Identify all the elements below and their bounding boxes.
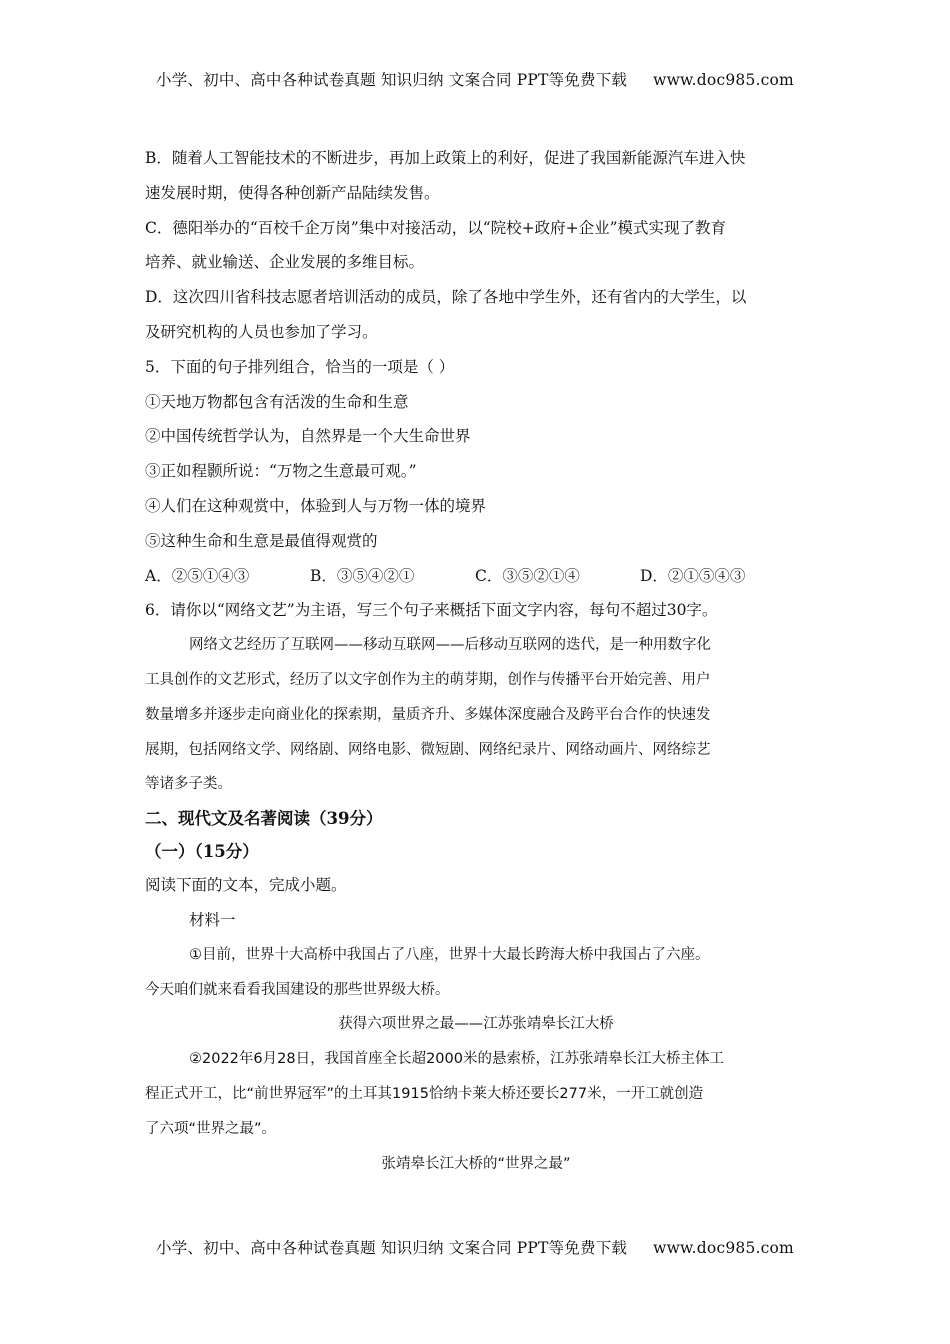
q6-passage-line: 等诸多子类。 xyxy=(145,776,232,793)
page-footer xyxy=(0,1236,950,1258)
q6-stem: 6．请你以“网络文艺”为主语，写三个句子来概括下面文字内容，每句不超过30字。 xyxy=(145,601,718,620)
q6-passage-line: 工具创作的文艺形式，经历了以文字创作为主的萌芽期，创作与传播平台开始完善、用户 xyxy=(145,671,711,688)
q5-option-c: C．③⑤②①④ xyxy=(475,566,580,585)
article-subtitle: 获得六项世界之最——江苏张靖皋长江大桥 xyxy=(338,1016,614,1033)
page-header xyxy=(0,68,950,90)
header-url[interactable]: www.doc985.com xyxy=(653,71,794,89)
q4-option-d-line1: D．这次四川省科技志愿者培训活动的成员，除了各地中学生外，还有省内的大学生，以 xyxy=(145,288,747,307)
q4-option-b-line2: 速发展时期，使得各种创新产品陆续发售。 xyxy=(145,183,440,202)
q5-option-a: A．②⑤①④③ xyxy=(145,566,250,585)
q5-sentence: ①天地万物都包含有活泼的生命和生意 xyxy=(145,392,409,411)
part-title: （一）（15分） xyxy=(145,842,259,862)
paragraph-1-line1: ①目前，世界十大高桥中我国占了八座，世界十大最长跨海大桥中我国占了六座。 xyxy=(189,946,710,963)
table-caption: 张靖皋长江大桥的“世界之最” xyxy=(381,1155,571,1172)
reading-instruction: 阅读下面的文本，完成小题。 xyxy=(145,876,347,895)
q5-option-d: D．②①⑤④③ xyxy=(640,566,746,585)
paragraph-2-line2: 程正式开工，比“前世界冠军”的土耳其1915恰纳卡莱大桥还要长277米，一开工就创造 xyxy=(145,1085,704,1102)
section-title: 二、现代文及名著阅读（39分） xyxy=(145,809,383,829)
paragraph-2-line1: ②2022年6月28日，我国首座全长超2000米的悬索桥，江苏张靖皋长江大桥主体工 xyxy=(189,1051,724,1068)
header-text: 小学、初中、高中各种试卷真题 知识归纳 文案合同 PPT等免费下载 xyxy=(156,71,628,89)
page-content xyxy=(145,141,807,1181)
q6-passage-line: 网络文艺经历了互联网——移动互联网——后移动互联网的迭代，是一种用数字化 xyxy=(189,637,711,654)
q4-option-b-line1: B．随着人工智能技术的不断进步，再加上政策上的利好，促进了我国新能源汽车进入快 xyxy=(145,149,746,167)
footer-url[interactable]: www.doc985.com xyxy=(653,1239,794,1257)
q5-sentence: ③正如程颢所说：“万物之生意最可观。” xyxy=(145,462,417,481)
q6-passage-line: 展期，包括网络文学、网络剧、网络电影、微短剧、网络纪录片、网络动画片、网络综艺 xyxy=(145,741,711,758)
q4-option-c-line2: 培养、就业输送、企业发展的多维目标。 xyxy=(145,253,425,272)
paragraph-1-line2: 今天咱们就来看看我国建设的那些世界级大桥。 xyxy=(145,981,450,998)
q4-option-d-line2: 及研究机构的人员也参加了学习。 xyxy=(145,322,378,341)
q5-options xyxy=(145,559,807,594)
material-label: 材料一 xyxy=(189,910,236,929)
q5-sentence: ④人们在这种观赏中，体验到人与万物一体的境界 xyxy=(145,496,487,515)
footer-text: 小学、初中、高中各种试卷真题 知识归纳 文案合同 PPT等免费下载 xyxy=(156,1239,628,1257)
q4-option-c-line1: C．德阳举办的“百校千企万岗”集中对接活动，以“院校+政府+企业”模式实现了教育 xyxy=(145,218,727,237)
q5-option-b: B．③⑤④②① xyxy=(310,566,415,585)
q5-sentence: ②中国传统哲学认为，自然界是一个大生命世界 xyxy=(145,427,471,446)
q5-stem: 5．下面的句子排列组合，恰当的一项是（ ） xyxy=(145,357,455,376)
q5-sentence: ⑤这种生命和生意是最值得观赏的 xyxy=(145,531,378,550)
paragraph-2-line3: 了六项“世界之最”。 xyxy=(145,1120,277,1137)
q6-passage-line: 数量增多并逐步走向商业化的探索期，量质齐升、多媒体深度融合及跨平台合作的快速发 xyxy=(145,706,711,723)
